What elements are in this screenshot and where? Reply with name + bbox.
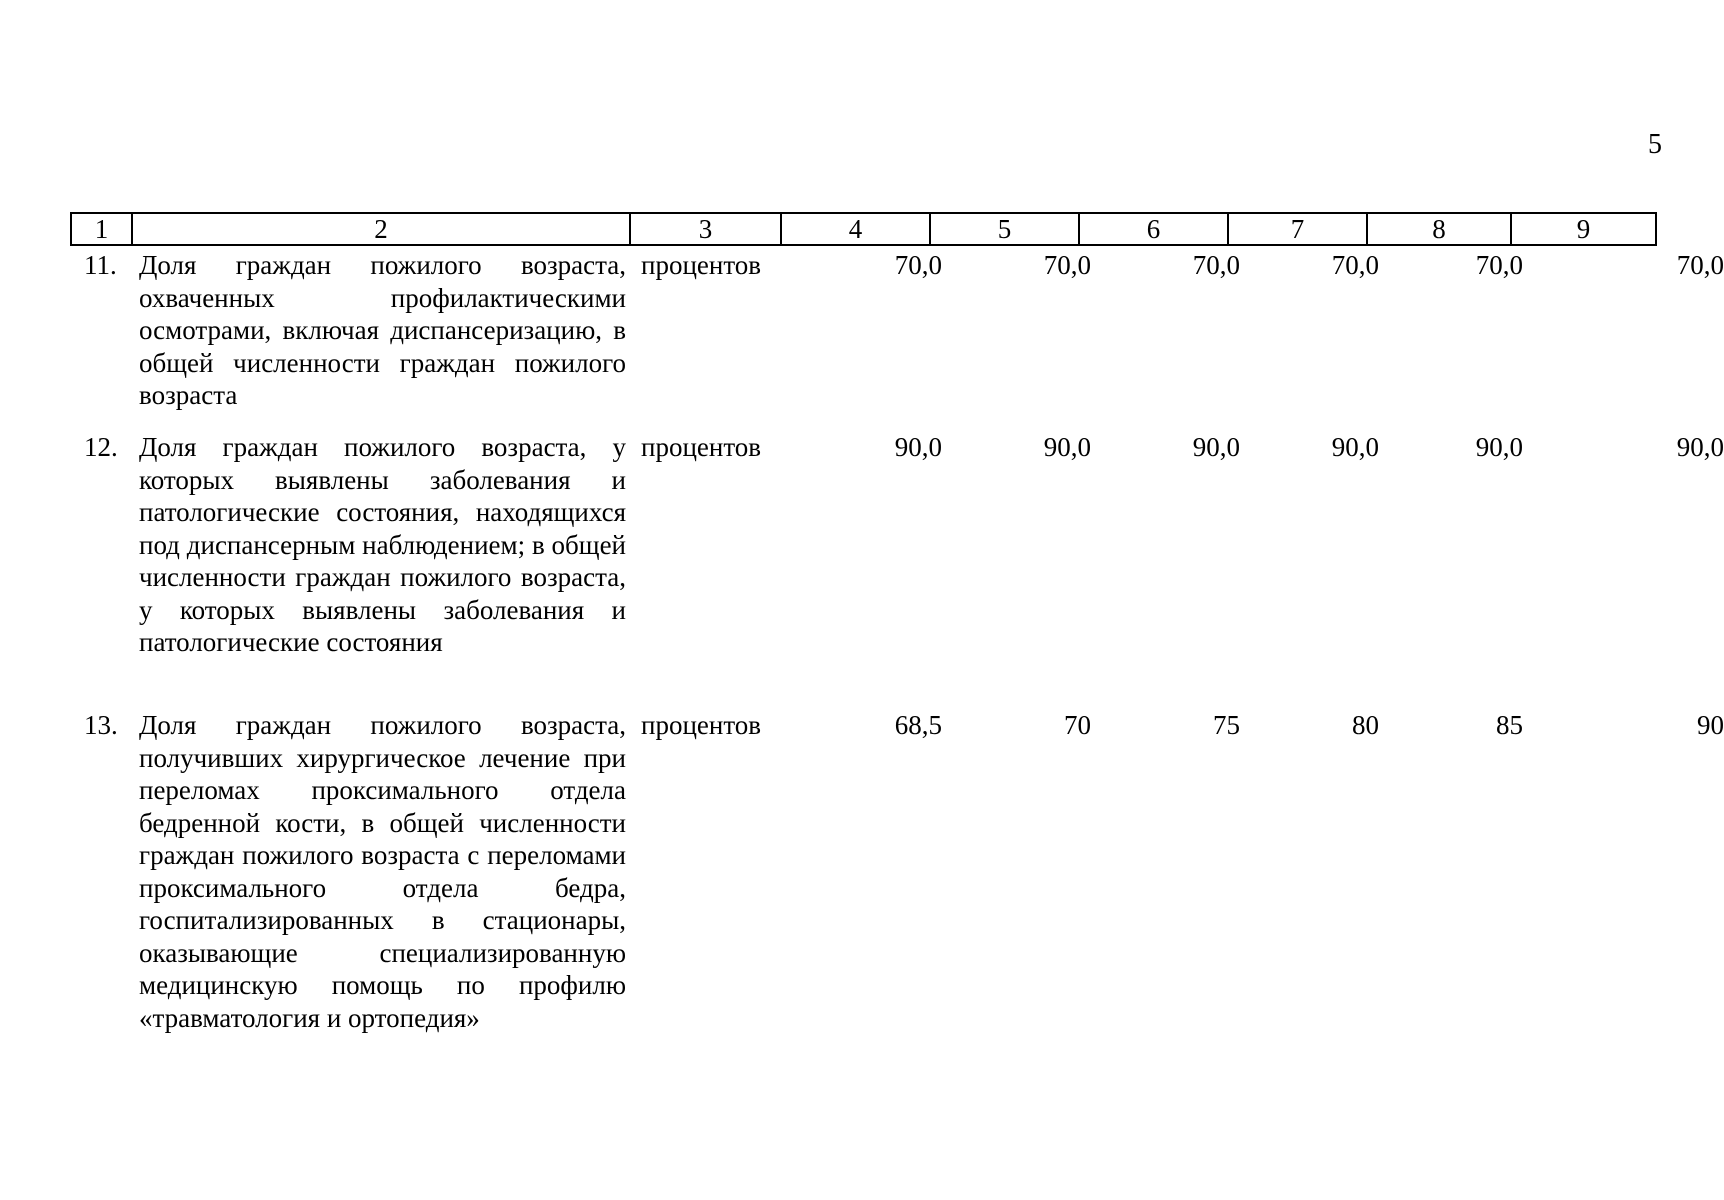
column-header: 6 bbox=[1080, 214, 1229, 244]
column-header: 9 bbox=[1576, 214, 1591, 244]
column-header: 7 bbox=[1229, 214, 1368, 244]
value-cell: 90,0 bbox=[1475, 432, 1523, 462]
unit-of-measure: процентов bbox=[641, 432, 762, 462]
column-header: 5 bbox=[931, 214, 1080, 244]
unit-of-measure: процентов bbox=[641, 710, 762, 740]
value-cell: 70,0 bbox=[1043, 250, 1091, 280]
table-header-row bbox=[70, 212, 1657, 246]
value-cell: 70,0 bbox=[1331, 250, 1379, 280]
row-number: 12. bbox=[84, 432, 118, 462]
column-header: 1 bbox=[72, 214, 133, 244]
value-cell: 90,0 bbox=[1043, 432, 1091, 462]
column-header: 3 bbox=[631, 214, 782, 244]
value-cell: 85 bbox=[1496, 710, 1523, 740]
value-cell: 90,0 bbox=[894, 432, 942, 462]
value-cell: 90,0 bbox=[1676, 432, 1724, 462]
value-cell: 68,5 bbox=[894, 710, 942, 740]
row-number: 13. bbox=[84, 710, 118, 740]
unit-of-measure: процентов bbox=[641, 250, 762, 280]
row-number: 11. bbox=[84, 250, 117, 280]
column-header: 4 bbox=[782, 214, 931, 244]
indicator-description: Доля граждан пожилого возраста, охваченных профилактическими осмотрами, включая диспансеризацию, в общей численности граждан пожилого возраста bbox=[139, 250, 626, 410]
value-cell: 90,0 bbox=[1331, 432, 1379, 462]
value-cell: 90 bbox=[1697, 710, 1724, 740]
value-cell: 70,0 bbox=[894, 250, 942, 280]
value-cell: 70,0 bbox=[1676, 250, 1724, 280]
value-cell: 80 bbox=[1352, 710, 1379, 740]
indicator-description: Доля граждан пожилого возраста, у которых выявлены заболевания и патологические состояния, находящихся под диспансерным наблюдением; в общей численности граждан пожилого возраста, у которых выявлены заболевания и патологические состояния bbox=[139, 432, 626, 657]
value-cell: 75 bbox=[1213, 710, 1240, 740]
column-header: 8 bbox=[1368, 214, 1512, 244]
indicator-description: Доля граждан пожилого возраста, получивших хирургическое лечение при переломах проксимального отдела бедренной кости, в общей численности граждан пожилого возраста с переломами проксимального отдела бедра, госпитализированных в стационары, оказывающие специализированную медицинскую помощь по профилю «травматология и ортопедия» bbox=[139, 710, 626, 1033]
value-cell: 90,0 bbox=[1192, 432, 1240, 462]
value-cell: 70,0 bbox=[1192, 250, 1240, 280]
value-cell: 70 bbox=[1064, 710, 1091, 740]
column-header: 2 bbox=[133, 214, 631, 244]
value-cell: 70,0 bbox=[1475, 250, 1523, 280]
page-number: 5 bbox=[1648, 129, 1662, 160]
